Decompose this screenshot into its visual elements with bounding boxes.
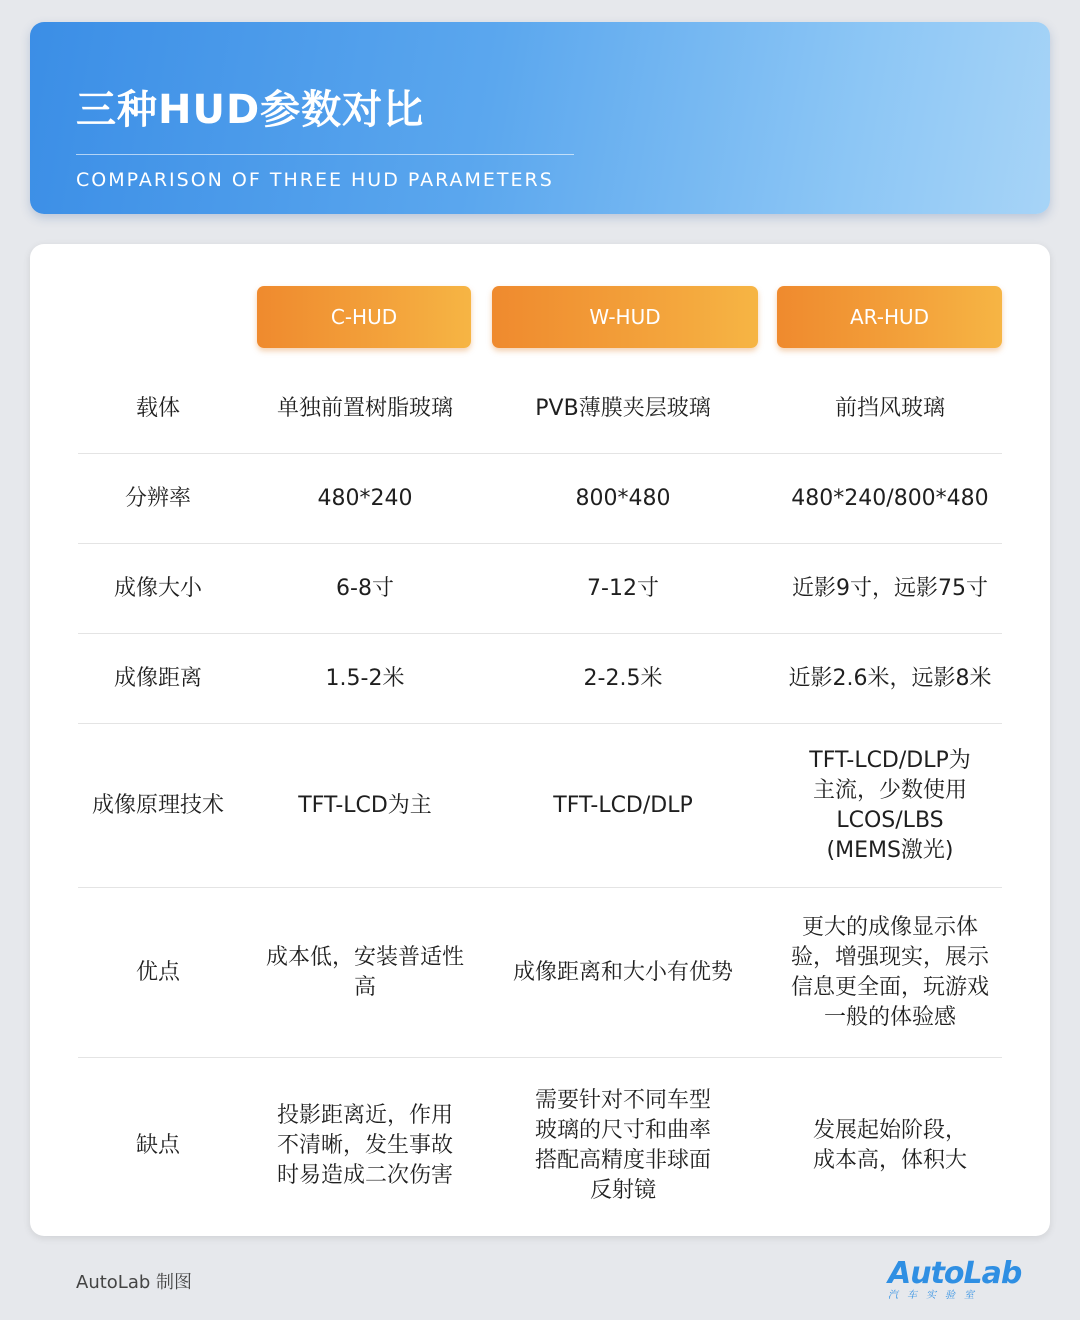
row-label: 优点	[135, 960, 180, 985]
table-row	[78, 454, 1002, 544]
column-header-ar-hud: AR-HUD	[777, 286, 1002, 348]
cell-line: 成像距离和大小有优势	[512, 960, 733, 985]
table-row	[78, 724, 1002, 888]
cell-line: 近影9寸，远影75寸	[792, 576, 988, 601]
column-header-c-hud: C-HUD	[257, 286, 471, 348]
cell-line: LCOS/LBS	[836, 808, 944, 833]
table-cell	[493, 888, 753, 1058]
cell-line: 前挡风玻璃	[834, 396, 945, 421]
column-header-w-hud: W-HUD	[492, 286, 758, 348]
table-cell	[778, 544, 1002, 634]
table-cell	[493, 634, 753, 724]
table-cell	[258, 364, 472, 454]
logo-subtitle: 汽车实验室	[888, 1290, 983, 1301]
cell-line: 投影距离近，作用	[276, 1103, 453, 1128]
table-cell	[778, 454, 1002, 544]
cell-line: 一般的体验感	[823, 1005, 956, 1030]
cell-line: 搭配高精度非球面	[534, 1148, 711, 1173]
header-banner	[30, 22, 1050, 214]
cell-line: 800*480	[575, 486, 671, 511]
table-cell	[493, 454, 753, 544]
cell-line: 成本低，安装普适性高	[265, 945, 464, 1000]
cell-line: 信息更全面，玩游戏	[790, 975, 989, 1000]
table-cell	[778, 724, 1002, 888]
credit-text: AutoLab 制图	[76, 1272, 192, 1293]
table-row	[78, 634, 1002, 724]
cell-line: PVB薄膜夹层玻璃	[535, 396, 711, 421]
table-cell	[493, 724, 753, 888]
cell-line: 反射镜	[589, 1178, 656, 1203]
table-row	[78, 888, 1002, 1058]
comparison-table	[30, 244, 1050, 1236]
cell-line: 更大的成像显示体	[801, 915, 978, 940]
cell-line: 主流，少数使用	[812, 778, 967, 803]
page-subtitle: COMPARISON OF THREE HUD PARAMETERS	[76, 169, 554, 191]
cell-line: TFT-LCD/DLP为	[809, 748, 971, 773]
autolab-logo	[888, 1256, 1022, 1302]
cell-line: 成本高，体积大	[812, 1148, 967, 1173]
table-cell	[258, 888, 472, 1058]
row-label: 分辨率	[124, 486, 191, 511]
cell-line: 发展起始阶段，	[812, 1118, 967, 1143]
table-cell	[258, 724, 472, 888]
table-cell	[258, 454, 472, 544]
row-label: 缺点	[135, 1133, 180, 1158]
cell-line: 6-8寸	[336, 576, 394, 601]
cell-line: 玻璃的尺寸和曲率	[534, 1118, 711, 1143]
cell-line: 2-2.5米	[583, 666, 663, 691]
table-cell	[493, 364, 753, 454]
table-cell	[778, 634, 1002, 724]
row-label: 成像距离	[113, 666, 202, 691]
page-title: 三种HUD参数对比	[76, 87, 425, 133]
table-cell	[258, 1058, 472, 1234]
row-label: 成像原理技术	[91, 793, 224, 818]
cell-line: (MEMS激光)	[826, 838, 954, 863]
cell-line: 近影2.6米，远影8米	[788, 666, 992, 691]
table-row	[78, 544, 1002, 634]
table-cell	[258, 634, 472, 724]
cell-line: 480*240	[317, 486, 413, 511]
table-cell	[778, 364, 1002, 454]
cell-line: 需要针对不同车型	[534, 1088, 711, 1113]
cell-line: TFT-LCD/DLP	[553, 793, 693, 818]
table-cell	[493, 1058, 753, 1234]
logo-wordmark: AutoLab	[888, 1256, 1022, 1291]
cell-line: 时易造成二次伤害	[276, 1163, 453, 1188]
table-cell	[778, 1058, 1002, 1234]
cell-line: 不清晰，发生事故	[276, 1133, 453, 1158]
title-divider	[76, 154, 574, 155]
table-cell	[778, 888, 1002, 1058]
cell-line: TFT-LCD为主	[298, 793, 432, 818]
cell-line: 480*240/800*480	[791, 486, 989, 511]
cell-line: 7-12寸	[587, 576, 659, 601]
cell-line: 单独前置树脂玻璃	[276, 396, 453, 421]
table-cell	[258, 544, 472, 634]
row-label: 成像大小	[113, 576, 202, 601]
table-row	[78, 1058, 1002, 1234]
cell-line: 1.5-2米	[325, 666, 405, 691]
table-row	[78, 364, 1002, 454]
table-cell	[493, 544, 753, 634]
row-label: 载体	[135, 396, 180, 421]
cell-line: 验，增强现实，展示	[790, 945, 989, 970]
